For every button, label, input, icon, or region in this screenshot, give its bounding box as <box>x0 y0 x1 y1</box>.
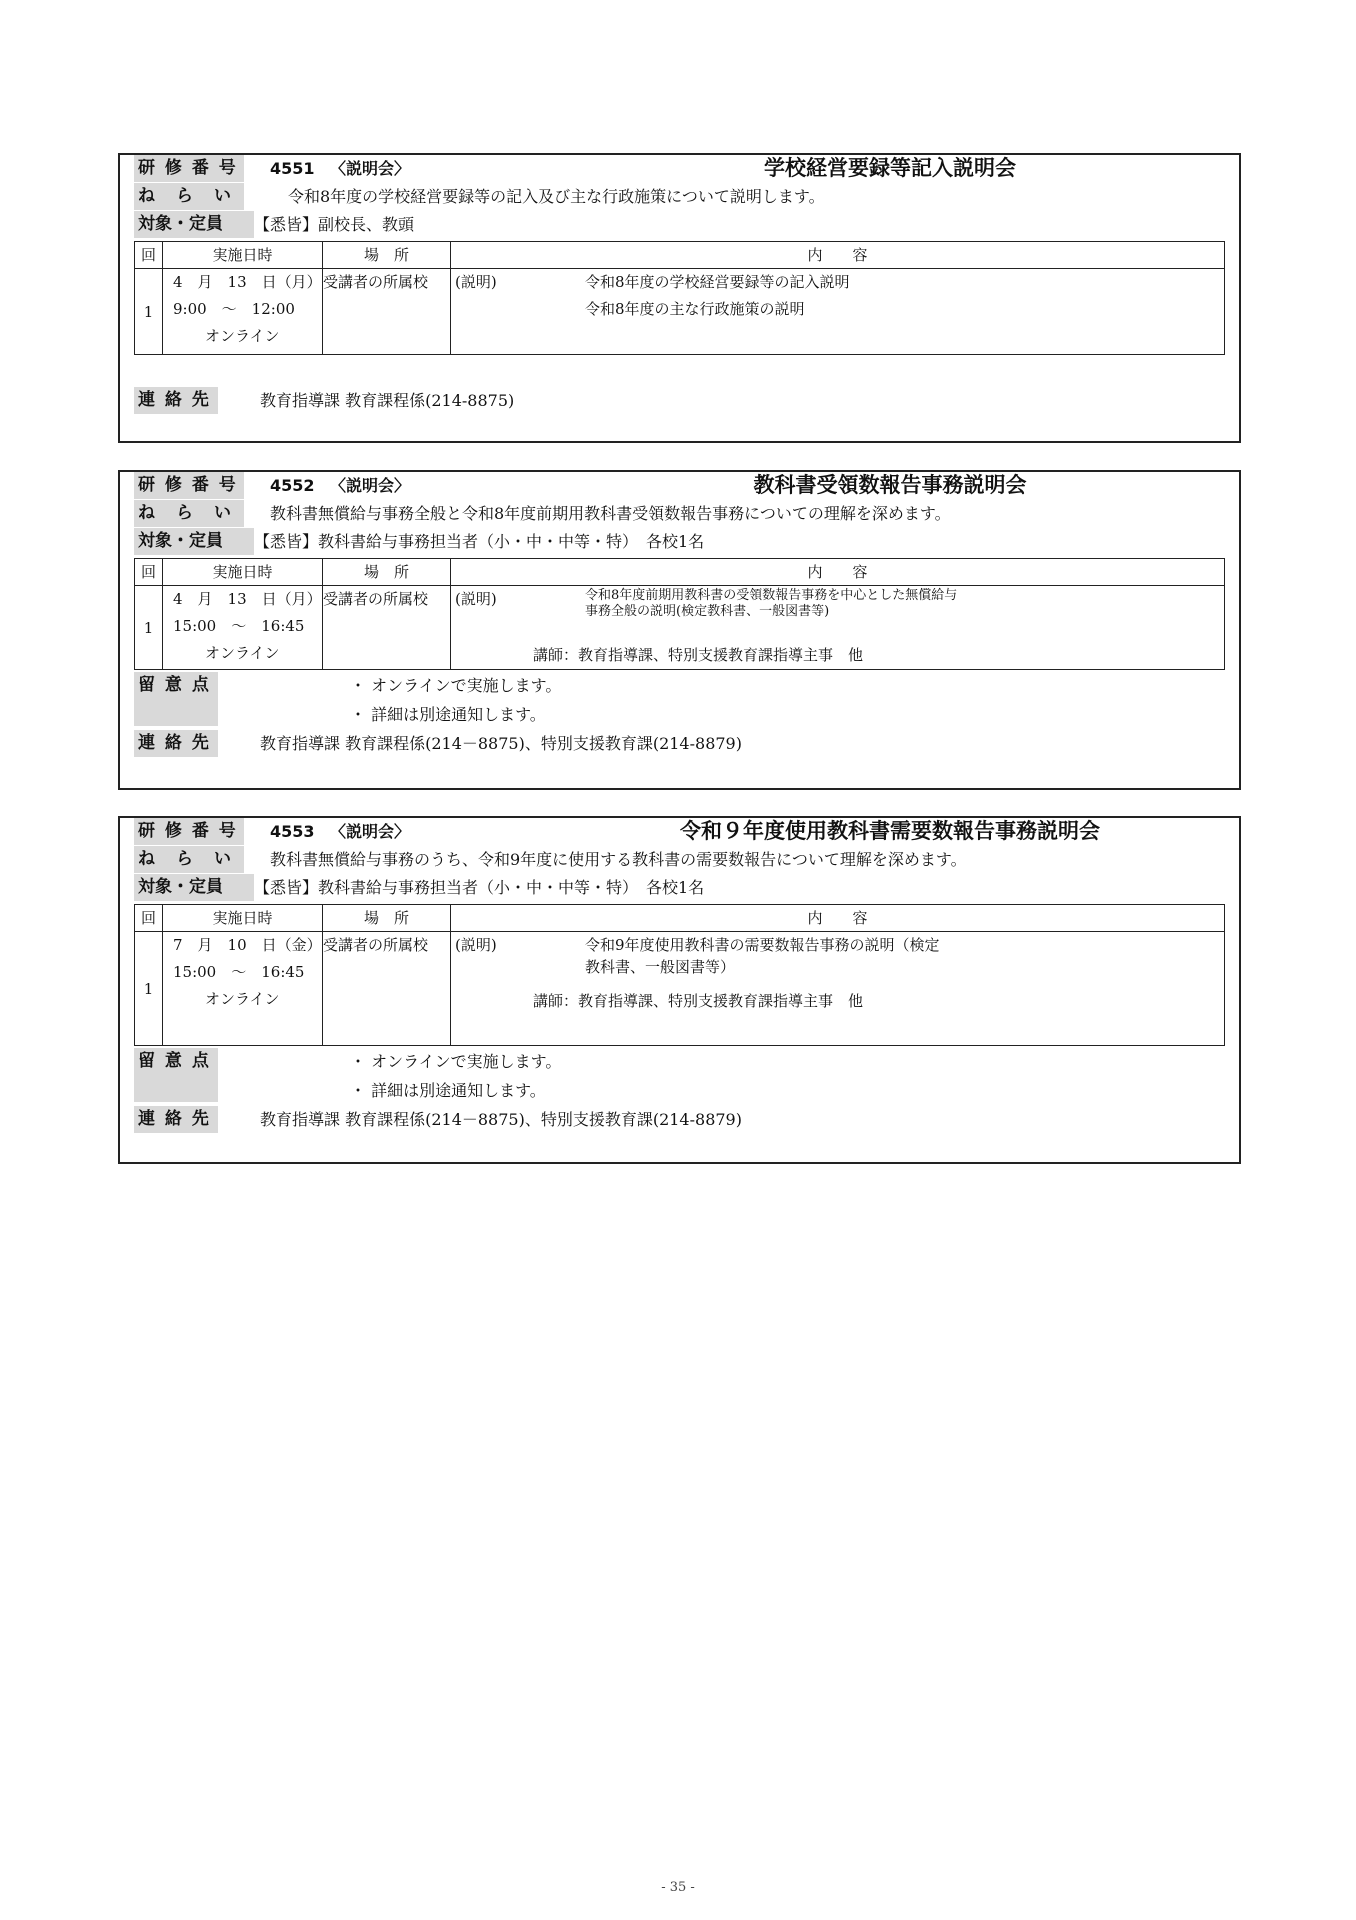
cell-date <box>163 269 323 355</box>
schedule-table <box>134 241 1225 355</box>
lecturer: 講師：教育指導課、特別支援教育課指導主事 他 <box>533 992 864 1010</box>
session-aim: 教科書無償給与事務のうち、令和9年度に使用する教科書の需要数報告について理解を深めます。 <box>270 850 967 869</box>
cell-kai: 1 <box>135 269 163 355</box>
session-number: 4551 <box>270 159 315 178</box>
session-card-4552 <box>118 470 1241 790</box>
mode-line: オンライン <box>205 990 280 1008</box>
schedule-table <box>134 904 1225 1046</box>
cell-place: 受講者の所属校 <box>323 586 451 670</box>
session-aim: 教科書無償給与事務全般と令和8年度前期用教科書受領数報告事務についての理解を深めます。 <box>270 504 951 523</box>
session-number: 4552 <box>270 476 315 495</box>
schedule-table <box>134 558 1225 670</box>
content-line: 事務全般の説明(検定教科書、一般図書等) <box>585 604 830 619</box>
col-date: 実施日時 <box>163 559 323 586</box>
col-date: 実施日時 <box>163 242 323 269</box>
label-kenshu: 研 修 番 号 <box>134 472 244 499</box>
session-header <box>120 818 1239 846</box>
lecturer: 講師：教育指導課、特別支援教育課指導主事 他 <box>533 646 864 664</box>
content-line: 教科書、一般図書等） <box>585 958 736 976</box>
table-row <box>135 586 1225 670</box>
label-taisho: 対象・定員 <box>134 874 254 901</box>
session-target: 【悉皆】副校長、教頭 <box>254 215 415 234</box>
col-place: 場 所 <box>323 905 451 932</box>
time-line: 9:00 ～ 12:00 <box>173 300 295 318</box>
cell-content <box>451 586 1225 670</box>
time-line: 15:00 ～ 16:45 <box>173 963 305 981</box>
note-item: ・ オンラインで実施します。 <box>350 676 562 695</box>
session-title: 令和９年度使用教科書需要数報告事務説明会 <box>680 819 1100 843</box>
cell-kai: 1 <box>135 932 163 1046</box>
date-line: 7 月 10 日（金） <box>173 936 322 954</box>
col-kai: 回 <box>135 905 163 932</box>
col-kai: 回 <box>135 242 163 269</box>
content-line: 令和8年度の主な行政施策の説明 <box>585 300 805 318</box>
notes <box>230 1047 561 1105</box>
session-aim: 令和8年度の学校経営要録等の記入及び主な行政施策について説明します。 <box>288 187 825 206</box>
label-kenshu: 研 修 番 号 <box>134 818 244 845</box>
notes <box>230 671 561 729</box>
label-ryuiten: 留 意 点 <box>134 1048 218 1075</box>
content-type: (説明) <box>455 590 497 608</box>
col-kai: 回 <box>135 559 163 586</box>
session-number: 4553 <box>270 822 315 841</box>
content-line: 令和8年度前期用教科書の受領数報告事務を中心とした無償給与 <box>585 588 958 603</box>
cell-content <box>451 269 1225 355</box>
session-contact: 教育指導課 教育課程係(214-8875) <box>260 391 515 410</box>
label-nerai: ね ら い <box>134 846 244 873</box>
session-kind: 〈説明会〉 <box>330 822 411 841</box>
mode-line: オンライン <box>205 644 280 662</box>
col-place: 場 所 <box>323 242 451 269</box>
label-nerai: ね ら い <box>134 183 244 210</box>
time-line: 15:00 ～ 16:45 <box>173 617 305 635</box>
table-row <box>135 932 1225 1046</box>
session-title: 学校経営要録等記入説明会 <box>764 156 1016 180</box>
content-type: (説明) <box>455 273 497 291</box>
cell-content <box>451 932 1225 1046</box>
col-place: 場 所 <box>323 559 451 586</box>
page-number: - 35 - <box>661 1880 695 1895</box>
content-line: 令和8年度の学校経営要録等の記入説明 <box>585 273 850 291</box>
col-content: 内 容 <box>451 905 1225 932</box>
session-contact: 教育指導課 教育課程係(214－8875)、特別支援教育課(214-8879) <box>260 1110 742 1129</box>
session-target: 【悉皆】教科書給与事務担当者（小・中・中等・特） 各校1名 <box>254 878 705 897</box>
label-taisho: 対象・定員 <box>134 211 254 238</box>
label-ryuiten-continued <box>134 699 218 726</box>
content-type: (説明) <box>455 936 497 954</box>
col-content: 内 容 <box>451 242 1225 269</box>
session-header <box>120 472 1239 500</box>
session-header <box>120 155 1239 183</box>
col-date: 実施日時 <box>163 905 323 932</box>
session-card-4551 <box>118 153 1241 443</box>
label-nerai: ね ら い <box>134 500 244 527</box>
note-item: ・ オンラインで実施します。 <box>350 1052 562 1071</box>
content-line: 令和9年度使用教科書の需要数報告事務の説明（検定 <box>585 936 940 954</box>
cell-place: 受講者の所属校 <box>323 269 451 355</box>
cell-place: 受講者の所属校 <box>323 932 451 1046</box>
label-renraku: 連 絡 先 <box>134 387 218 414</box>
table-row <box>135 269 1225 355</box>
session-title: 教科書受領数報告事務説明会 <box>753 473 1027 497</box>
label-taisho: 対象・定員 <box>134 528 254 555</box>
cell-kai: 1 <box>135 586 163 670</box>
session-card-4553 <box>118 816 1241 1164</box>
col-content: 内 容 <box>451 559 1225 586</box>
cell-date <box>163 586 323 670</box>
session-kind: 〈説明会〉 <box>330 159 411 178</box>
label-ryuiten: 留 意 点 <box>134 672 218 699</box>
session-contact: 教育指導課 教育課程係(214－8875)、特別支援教育課(214-8879) <box>260 734 742 753</box>
session-target: 【悉皆】教科書給与事務担当者（小・中・中等・特） 各校1名 <box>254 532 705 551</box>
note-item: ・ 詳細は別途通知します。 <box>350 1081 546 1100</box>
session-kind: 〈説明会〉 <box>330 476 411 495</box>
mode-line: オンライン <box>205 327 280 345</box>
label-renraku: 連 絡 先 <box>134 1106 218 1133</box>
label-kenshu: 研 修 番 号 <box>134 155 244 182</box>
date-line: 4 月 13 日（月） <box>173 273 322 291</box>
label-renraku: 連 絡 先 <box>134 730 218 757</box>
label-ryuiten-continued <box>134 1075 218 1102</box>
cell-date <box>163 932 323 1046</box>
note-item: ・ 詳細は別途通知します。 <box>350 705 546 724</box>
date-line: 4 月 13 日（月） <box>173 590 322 608</box>
